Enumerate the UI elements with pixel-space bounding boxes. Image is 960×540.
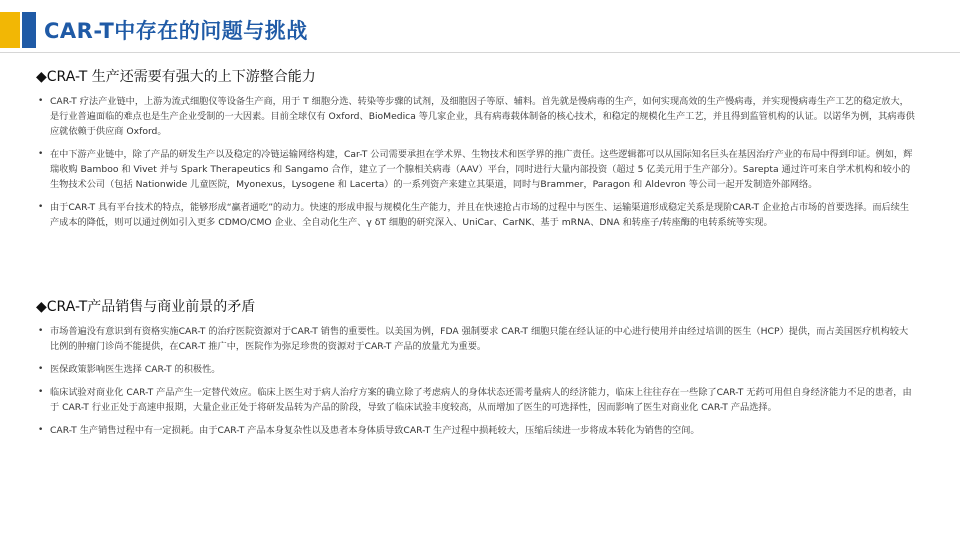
section-heading: ◆CRA-T 生产还需要有强大的上下游整合能力 (36, 69, 316, 85)
list-item-text: CAR-T 生产销售过程中有一定损耗。由于CAR-T 产品本身复杂性以及患者本身体质导致CAR-T 生产过程中损耗较大，压缩后续进一步将成本转化为销售的空间。 (50, 425, 700, 436)
slide-title: CAR-T中存在的问题与挑战 (44, 19, 308, 43)
bullet-dot: • (38, 96, 44, 106)
bullet-dot: • (38, 387, 44, 397)
bullet-dot: • (38, 326, 44, 336)
list-item-text: 市场普遍没有意识到有资格实施CAR-T 的治疗医院资源对于CAR-T 销售的重要性。以美国为例，FDA 强制要求 CAR-T 细胞只能在经认证的中心进行使用并由经过培训的医生（HCP）提供，而占美国医疗机构较大比例的肿瘤门诊尚不能提供，在CAR-T 推广中，医院作为弥足珍贵的资源对于CAR-T 产品的放量尤为重要。 (50, 326, 909, 352)
list-item-text: CAR-T 疗法产业链中，上游为流式细胞仪等设备生产商，用于 T 细胞分选、转染等步骤的试剂，及细胞因子等原、辅料。首先就是慢病毒的生产，如何实现高效的生产慢病毒，并实现慢病毒生产工艺的稳定放大，是行业普遍面临的难点也是生产企业受制的一大因素。目前全球仅有 Oxford、BioMedica 等几家企业，具有病毒载体制备的核心技术，和稳定的规模化生产工艺，并且得到监管机构的认证。以诺华为例，其病毒供应就依赖于供应商 Oxford。 (50, 96, 915, 137)
list-item-text: 由于CAR-T 具有平台技术的特点，能够形成“赢者通吃”的动力。快速的形成申报与规模化生产能力，并且在快速抢占市场的过程中与医生、运输渠道形成稳定关系是现阶CAR-T 企业抢占市场的首要选择。而后续生产成本的降低，则可以通过例如引入更多 CDMO/CMO 企业、全自动化生产、γ δT 细胞的研究深入、UniCar、CarNK、基于 mRNA、DNA 和转座子/转座酶的电转系统等实现。 (50, 202, 910, 228)
bullet-dot: • (38, 202, 44, 212)
list-item (36, 147, 916, 192)
slide-header (0, 0, 960, 60)
list-item (36, 324, 916, 354)
header-divider (0, 52, 960, 53)
bullet-dot: • (38, 364, 44, 374)
list-item (36, 423, 916, 438)
list-item (36, 362, 916, 377)
section-integration (36, 66, 916, 238)
list-item-text: 临床试验对商业化 CAR-T 产品产生一定替代效应。临床上医生对于病人治疗方案的确立除了考虑病人的身体状态还需考量病人的经济能力，临床上往往存在一些除了CAR-T 无药可用但自身经济能力不足的患者，由于 CAR-T 行业正处于高速申报期，大量企业正处于将研发品转为产品的阶段，导致了临床试验丰度较高，从而增加了医生的可选择性，因而影响了医生对商业化 CAR-T 产品选择。 (50, 387, 912, 413)
bullet-dot: • (38, 425, 44, 435)
accent-bar-blue (22, 12, 36, 48)
list-item (36, 385, 916, 415)
bullet-dot: • (38, 149, 44, 159)
list-item-text: 医保政策影响医生选择 CAR-T 的积极性。 (50, 364, 221, 375)
list-item-text: 在中下游产业链中，除了产品的研发生产以及稳定的冷链运输网络构建，Car-T 公司需要承担在学术界、生物技术和医学界的推广责任。这些逻辑都可以从国际知名巨头在基因治疗产业的布局中得到印证。例如，辉瑞收购 Bamboo 和 Vivet 并与 Spark Therapeutics 和 Sangamo 合作，建立了一个腺相关病毒（AAV）平台，同时进行大量内部投资（超过 5 亿美元用于生产部分）。Sarepta 通过许可来自学术机构和较小的生物技术公司（包括 Nationwide 儿童医院，Myonexus，Lysogene 和 Lacerta）的一系列资产来建立其渠道，同时与Brammer，Paragon 和 Aldevron 等公司一起开发制造外部网络。 (50, 149, 913, 190)
section-commercial (36, 296, 916, 446)
list-item (36, 94, 916, 139)
section-heading: ◆CRA-T产品销售与商业前景的矛盾 (36, 299, 256, 315)
accent-bar-yellow (0, 12, 20, 48)
list-item (36, 200, 916, 230)
